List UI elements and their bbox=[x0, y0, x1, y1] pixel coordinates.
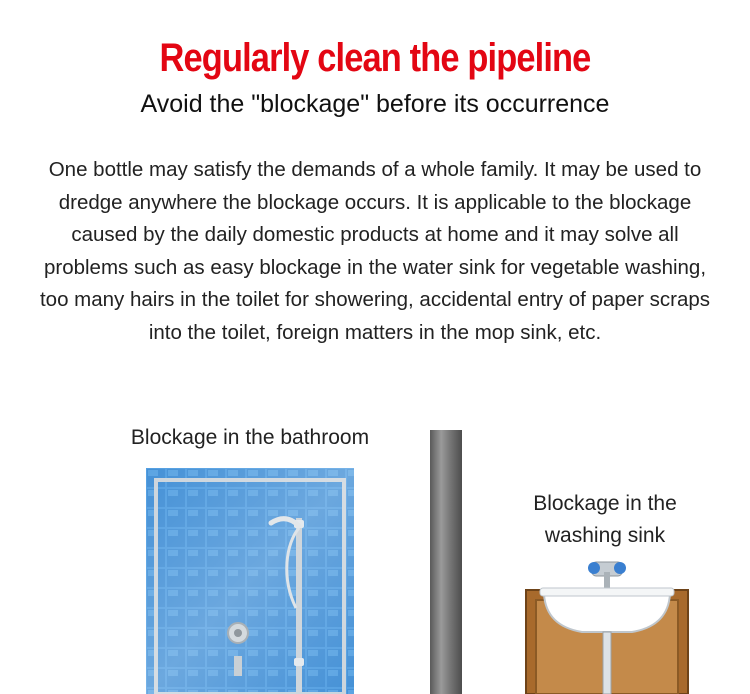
drain-pipe-illustration bbox=[430, 430, 462, 694]
bathroom-label: Blockage in the bathroom bbox=[130, 426, 370, 449]
description-paragraph: One bottle may satisfy the demands of a whole family. It may be used to dredge anywhere the blockage occurs. It is applicable to the blockage caused by the daily domestic products at home and it may solve all problems such as easy blockage in the water sink for vegetable washing, too many hairs in the toilet for showering, accidental entry of paper scraps into the toilet, foreign matters in the mop sink, etc. bbox=[39, 158, 710, 344]
bathroom-shower-illustration bbox=[146, 468, 354, 694]
washing-sink-illustration bbox=[522, 560, 692, 694]
page-subtitle: Avoid the "blockage" before its occurrence bbox=[140, 90, 610, 118]
page-title: Regularly clean the pipeline bbox=[159, 36, 591, 80]
sink-label: Blockage in the washing sink bbox=[533, 492, 677, 547]
